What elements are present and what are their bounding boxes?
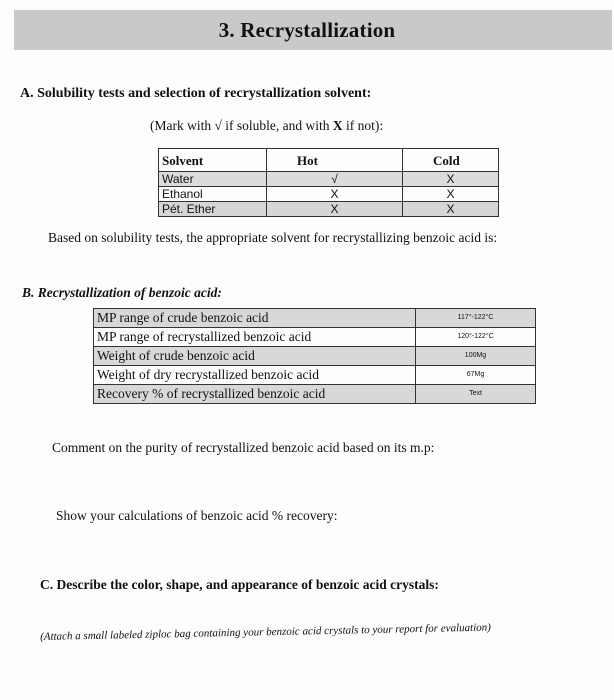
row-label: Weight of crude benzoic acid <box>94 347 416 366</box>
mark-instruction-prefix: (Mark with √ if soluble, and with <box>150 118 333 133</box>
recrystallization-table <box>93 308 536 404</box>
mark-instruction <box>150 118 383 134</box>
table-row <box>94 366 536 385</box>
purity-comment-prompt: Comment on the purity of recrystallized benzoic acid based on its m.p: <box>52 440 435 455</box>
hot-result: X <box>267 187 403 202</box>
table-row <box>94 347 536 366</box>
row-label: MP range of recrystallized benzoic acid <box>94 328 416 347</box>
table-row <box>159 187 499 202</box>
header-solvent: Solvent <box>159 149 267 172</box>
page-title: 3. Recrystallization <box>218 18 396 42</box>
attachment-note: (Attach a small labeled ziploc bag containing your benzoic acid crystals to your report for evaluation) <box>40 621 491 643</box>
table-row <box>159 172 499 187</box>
section-a-heading: A. Solubility tests and selection of recrystallization solvent: <box>20 86 372 101</box>
hot-result: √ <box>267 172 403 187</box>
row-label: Weight of dry recrystallized benzoic acid <box>94 366 416 385</box>
calculation-prompt: Show your calculations of benzoic acid % recovery: <box>56 508 338 523</box>
cold-result: X <box>403 187 499 202</box>
cold-result: X <box>403 202 499 217</box>
mark-instruction-x: X <box>332 118 343 133</box>
table-row <box>94 385 536 404</box>
mark-instruction-suffix: if not): <box>342 118 384 133</box>
table-row <box>159 202 499 217</box>
row-value: 100Mg <box>416 347 536 366</box>
solvent-name: Ethanol <box>159 187 267 202</box>
table-row <box>94 328 536 347</box>
solvent-name: Water <box>159 172 267 187</box>
row-value: 120°-122°C <box>416 328 536 347</box>
section-c-heading: C. Describe the color, shape, and appearance of benzoic acid crystals: <box>40 577 439 592</box>
solvent-name: Pét. Ether <box>159 202 267 217</box>
table-row <box>94 309 536 328</box>
row-label: MP range of crude benzoic acid <box>94 309 416 328</box>
row-label: Recovery % of recrystallized benzoic acid <box>94 385 416 404</box>
row-value: Text <box>416 385 536 404</box>
header-hot: Hot <box>267 149 403 172</box>
cold-result: X <box>403 172 499 187</box>
solubility-table <box>158 148 499 217</box>
row-value: 67Mg <box>416 366 536 385</box>
section-b-heading: B. Recrystallization of benzoic acid: <box>22 285 222 300</box>
hot-result: X <box>267 202 403 217</box>
header-cold: Cold <box>403 149 499 172</box>
row-value: 117°-122°C <box>416 309 536 328</box>
table-header-row <box>159 149 499 172</box>
solvent-conclusion-prompt: Based on solubility tests, the appropriate solvent for recrystallizing benzoic acid is: <box>48 230 498 245</box>
